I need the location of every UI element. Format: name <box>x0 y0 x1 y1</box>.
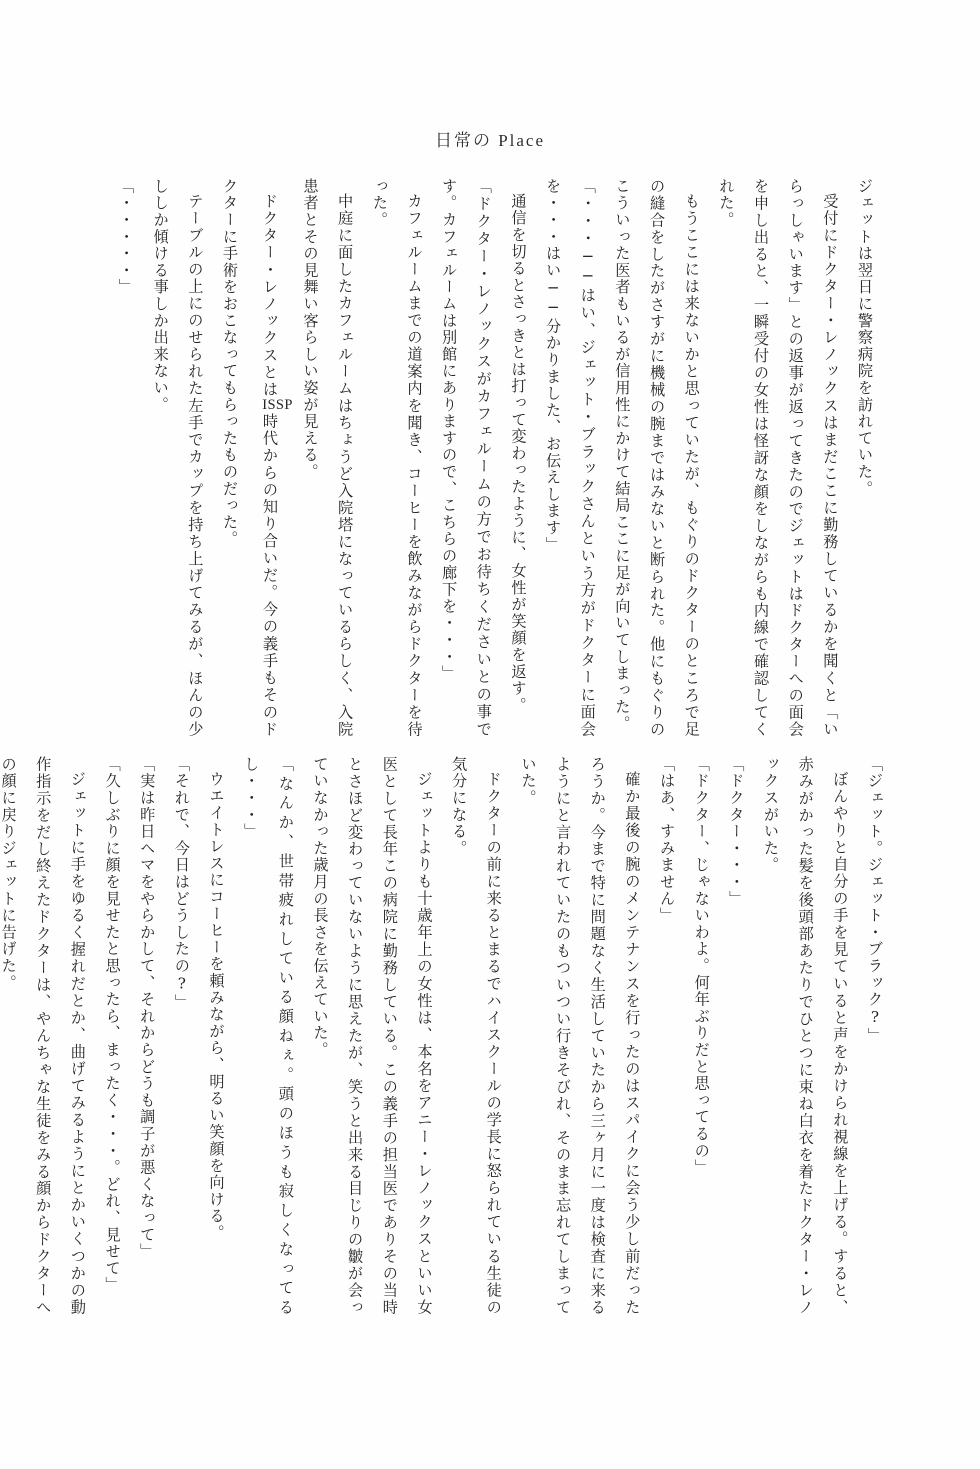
paragraph-dialogue: 「ドクター・レノックスがカフェルームの方でお待ちくださいとの事です。カフェルームは別館にありますので、こちらの廊下を・・・」 <box>440 178 493 738</box>
text-block-upper <box>117 178 882 738</box>
paragraph: 受付にドクター・レノックスはまだここに勤務しているかを聞くと「いらっしゃいます」との返事が返ってきたのでジェットはドクターへの面会を申し出ると、一瞬受付の女性は怪訝な顔をしながらも内線で確認してくれた。 <box>717 178 840 738</box>
paragraph-dialogue: 「久しぶりに顔を見せたと思ったら、まったく・・・。どれ、見せて」 <box>103 756 122 1294</box>
paragraph: テーブルの上にのせられた左手でカップを持ち上げてみるが、ほんの少ししか傾ける事しか出来ない。 <box>151 178 205 738</box>
paragraph-dialogue: 「・・・・・」 <box>117 178 136 296</box>
paragraph: ドクターの前に来るとまるでハイスクールの学長に怒られている生徒の気分になる。 <box>450 756 503 1316</box>
paragraph-dialogue: 「ドクター・・・」 <box>727 756 746 908</box>
paragraph: もうここには来ないかと思っていたが、もぐりのドクターのところで足の縫合をしたがさすがに機械の腕まではみないと断られた。他にもぐりのこういった医者もいるが信用性にかけて結局ここに足が向いてしまった。 <box>613 178 701 738</box>
paragraph: ジェットは翌日に警察病院を訪れていた。 <box>856 178 874 498</box>
paragraph-dialogue: 「実は昨日ヘマをやらかして、それからどうも調子が悪くなって」 <box>138 756 157 1260</box>
paragraph-dialogue: 「はあ、すみません」 <box>658 756 677 924</box>
paragraph: 中庭に面したカフェルームはちょうど入院塔になっているらしく、入院患者とその見舞い客らしい姿が見える。 <box>301 178 355 738</box>
paragraph-dialogue: 「ジェット。ジェット・ブラック?」 <box>866 756 884 1045</box>
text-block-lower <box>0 756 892 1316</box>
running-head: 日常の Place <box>434 131 546 150</box>
paragraph-dialogue: 「ドクター、じゃないわよ。何年ぶりだと思ってるの」 <box>692 756 711 1176</box>
paragraph: 通信を切るとさっきとは打って変わったように、女性が笑顔を返す。 <box>509 193 528 714</box>
paragraph: ジェットよりも十歳年上の女性は、本名をアニー・レノックスといい女医として長年この病院に勤務している。この義手の担当医でありその当時とさほど変わっていないように思えたが、笑うと出来る目じりの皺が会っていなかった歳月の長さを伝えていた。 <box>311 756 434 1316</box>
paragraph: ジェットに手をゆるく握れだとか、曲げてみるようにとかいくつかの動作指示をだし終えたドクターは、やんちゃな生徒をみる顔からドクターへの顔に戻りジェットに告げた。 <box>0 756 87 1316</box>
acronym-issp: ISSP <box>262 397 293 414</box>
paragraph-dialogue: 「・・・──はい、ジェット・ブラックさんという方がドクターに面会を・・・はい──分かりました、お伝えします」 <box>544 178 597 738</box>
paragraph: ぼんやりと自分の手を見ていると声をかけられ視線を上げる。すると、赤みがかった髪を後頭部あたりでひとつに束ね白衣を着たドクター・レノックスがいた。 <box>762 756 850 1316</box>
paragraph-issp: ドクター・レノックスとはISSP時代からの知り合いだ。今の義手もそのドクターに手術をおこなってもらったものだった。 <box>221 178 293 738</box>
paragraph-dialogue: 「それで、今日はどうしたの?」 <box>172 756 191 1011</box>
paragraph: ウエイトレスにコーヒーを頼みながら、明るい笑顔を向ける。 <box>207 771 226 1242</box>
paragraph-dialogue: 「なんか、世帯疲れしている顔ねぇ。頭のほうも寂しくなってるし・・・」 <box>242 756 295 1316</box>
paragraph: カフェルームまでの道案内を聞き、コーヒーを飲みながらドクターを待った。 <box>370 178 424 738</box>
paragraph: 確か最後の腕のメンテナンスを行ったのはスパイクに会う少し前だったろうか。今まで特に問題なく生活していたから三ヶ月に一度は検査に来るようにと言われていたのもついつい行きそびれ、そのまま忘れてしまっていた。 <box>519 756 642 1316</box>
